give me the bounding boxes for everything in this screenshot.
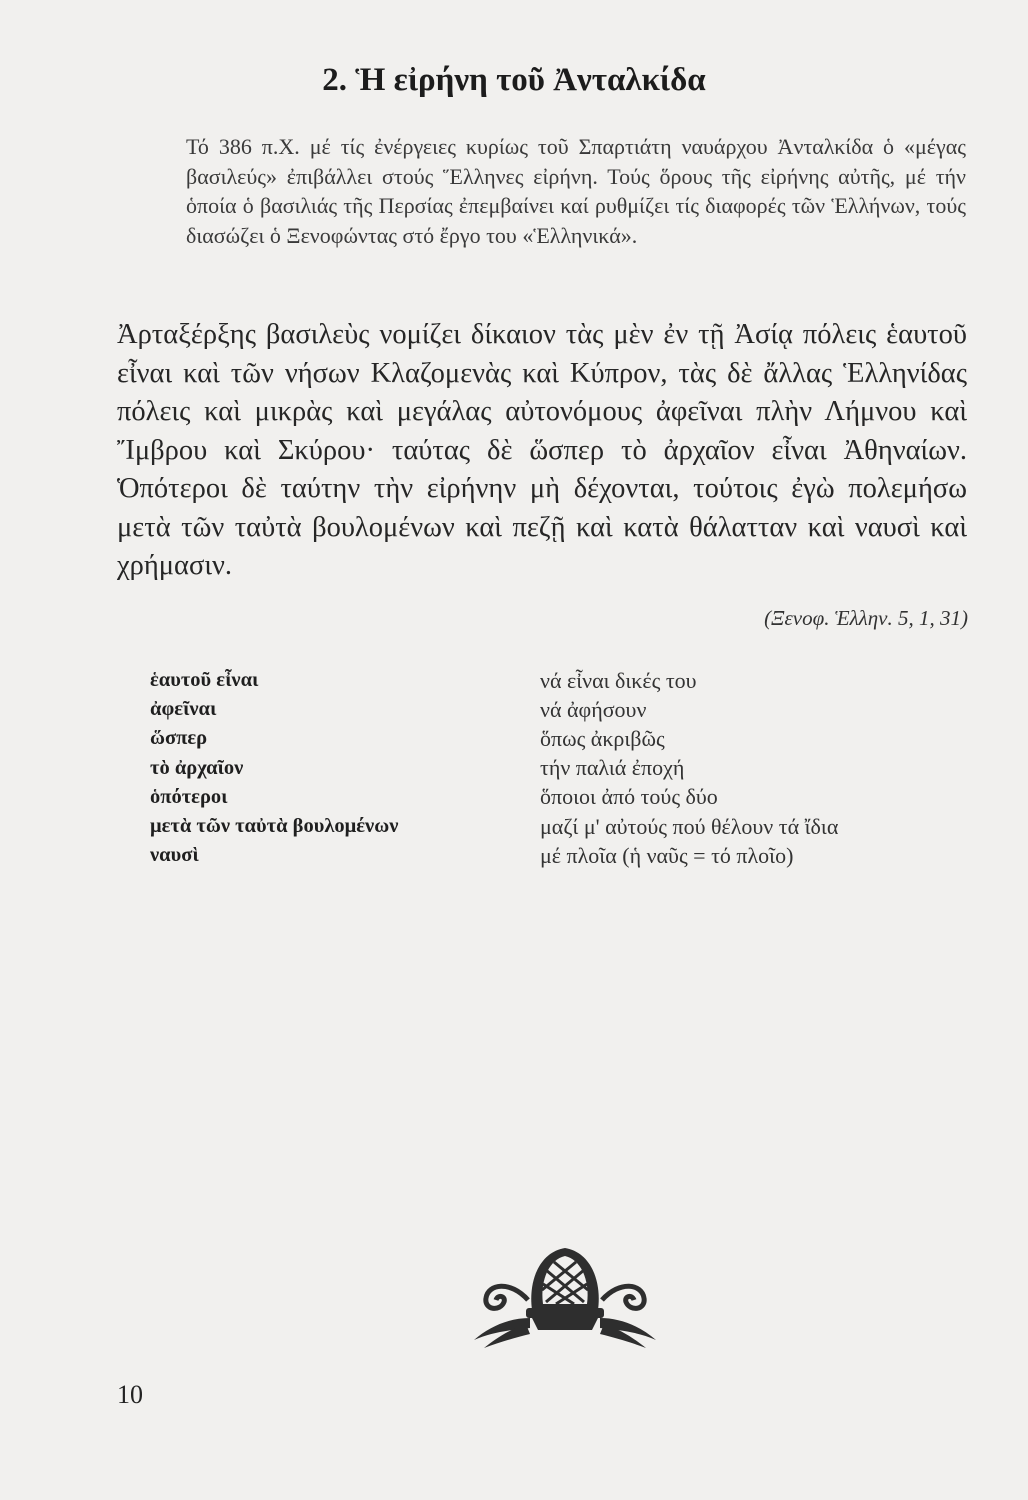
ancient-greek-passage <box>117 316 967 586</box>
intro-text: Τό 386 π.Χ. μέ τίς ἐνέργειες κυρίως τοῦ Σπαρτιάτη ναυάρχου Ἀνταλκίδα ὁ «μέγας βασιλεύς» ἐπιβάλλει στούς Ἕλληνες εἰρήνη. Τούς ὅρους τῆς εἰρήνης αὐτῆς, μέ τήν ὁποία ὁ βασιλιάς τῆς Περσίας ἐπεμβαίνει καί ρυθμίζει τίς διαφορές τῶν Ἑλλήνων, τούς διασώζει ὁ Ξενοφώντας στό ἔργο του «Ἑλληνικά». <box>186 134 966 248</box>
glossary-row <box>150 666 950 695</box>
glossary-term: ἑαυτοῦ εἶναι <box>150 669 259 692</box>
decorative-ornament-icon <box>470 1240 660 1350</box>
glossary-definition: νά ἀφήσουν <box>540 696 647 722</box>
page-number: 10 <box>117 1380 143 1409</box>
glossary-row <box>150 783 950 812</box>
glossary-definition: ὅπως ἀκριβῶς <box>540 725 665 751</box>
glossary-term: τὸ ἀρχαῖον <box>150 756 244 779</box>
glossary-definition: μαζί μ' αὐτούς πού θέλουν τά ἴδια <box>540 813 839 839</box>
glossary-row <box>150 695 950 724</box>
glossary-definition: ὅποιοι ἀπό τούς δύο <box>540 784 718 810</box>
glossary-term: ὁπότεροι <box>150 785 228 808</box>
glossary-term: ναυσὶ <box>150 844 199 867</box>
passage-text: Ἀρταξέρξης βασιλεὺς νομίζει δίκαιον τὰς μὲν ἐν τῇ Ἀσίᾳ πόλεις ἑαυτοῦ εἶναι καὶ τῶν νήσων Κλαζομενὰς καὶ Κύπρον, τὰς δὲ ἄλλας Ἑλληνίδας πόλεις καὶ μικρὰς καὶ μεγάλας αὐτονόμους ἀφεῖναι πλὴν Λήμνου καὶ Ἴμβρου καὶ Σκύρου· ταύτας δὲ ὥσπερ τὸ ἀρχαῖον εἶναι Ἀθηναίων. Ὁπότεροι δὲ ταύτην τὴν εἰρήνην μὴ δέχονται, τούτοις ἐγὼ πολεμήσω μετὰ τῶν ταὐτὰ βουλομένων καὶ πεζῇ καὶ κατὰ θάλατταν καὶ ναυσὶ καὶ χρήμασιν. <box>117 319 967 581</box>
glossary-row <box>150 812 950 841</box>
glossary-definition: νά εἶναι δικές του <box>540 667 697 693</box>
glossary-term: ἀφεῖναι <box>150 698 217 721</box>
glossary-row <box>150 754 950 783</box>
glossary-row <box>150 724 950 753</box>
source-citation: (Ξενοφ. Ἑλλην. 5, 1, 31) <box>764 606 968 630</box>
glossary-definition: μέ πλοῖα (ἡ ναῦς = τό πλοῖο) <box>540 842 794 868</box>
glossary-term: ὥσπερ <box>150 727 208 750</box>
chapter-title: 2. Ἡ εἰρήνη τοῦ Ἀνταλκίδα <box>322 62 706 98</box>
glossary-definition: τήν παλιά ἐποχή <box>540 755 685 781</box>
glossary-row <box>150 841 950 870</box>
intro-paragraph <box>186 132 966 250</box>
glossary-term: μετὰ τῶν ταὐτὰ βουλομένων <box>150 815 399 838</box>
glossary <box>150 666 950 870</box>
